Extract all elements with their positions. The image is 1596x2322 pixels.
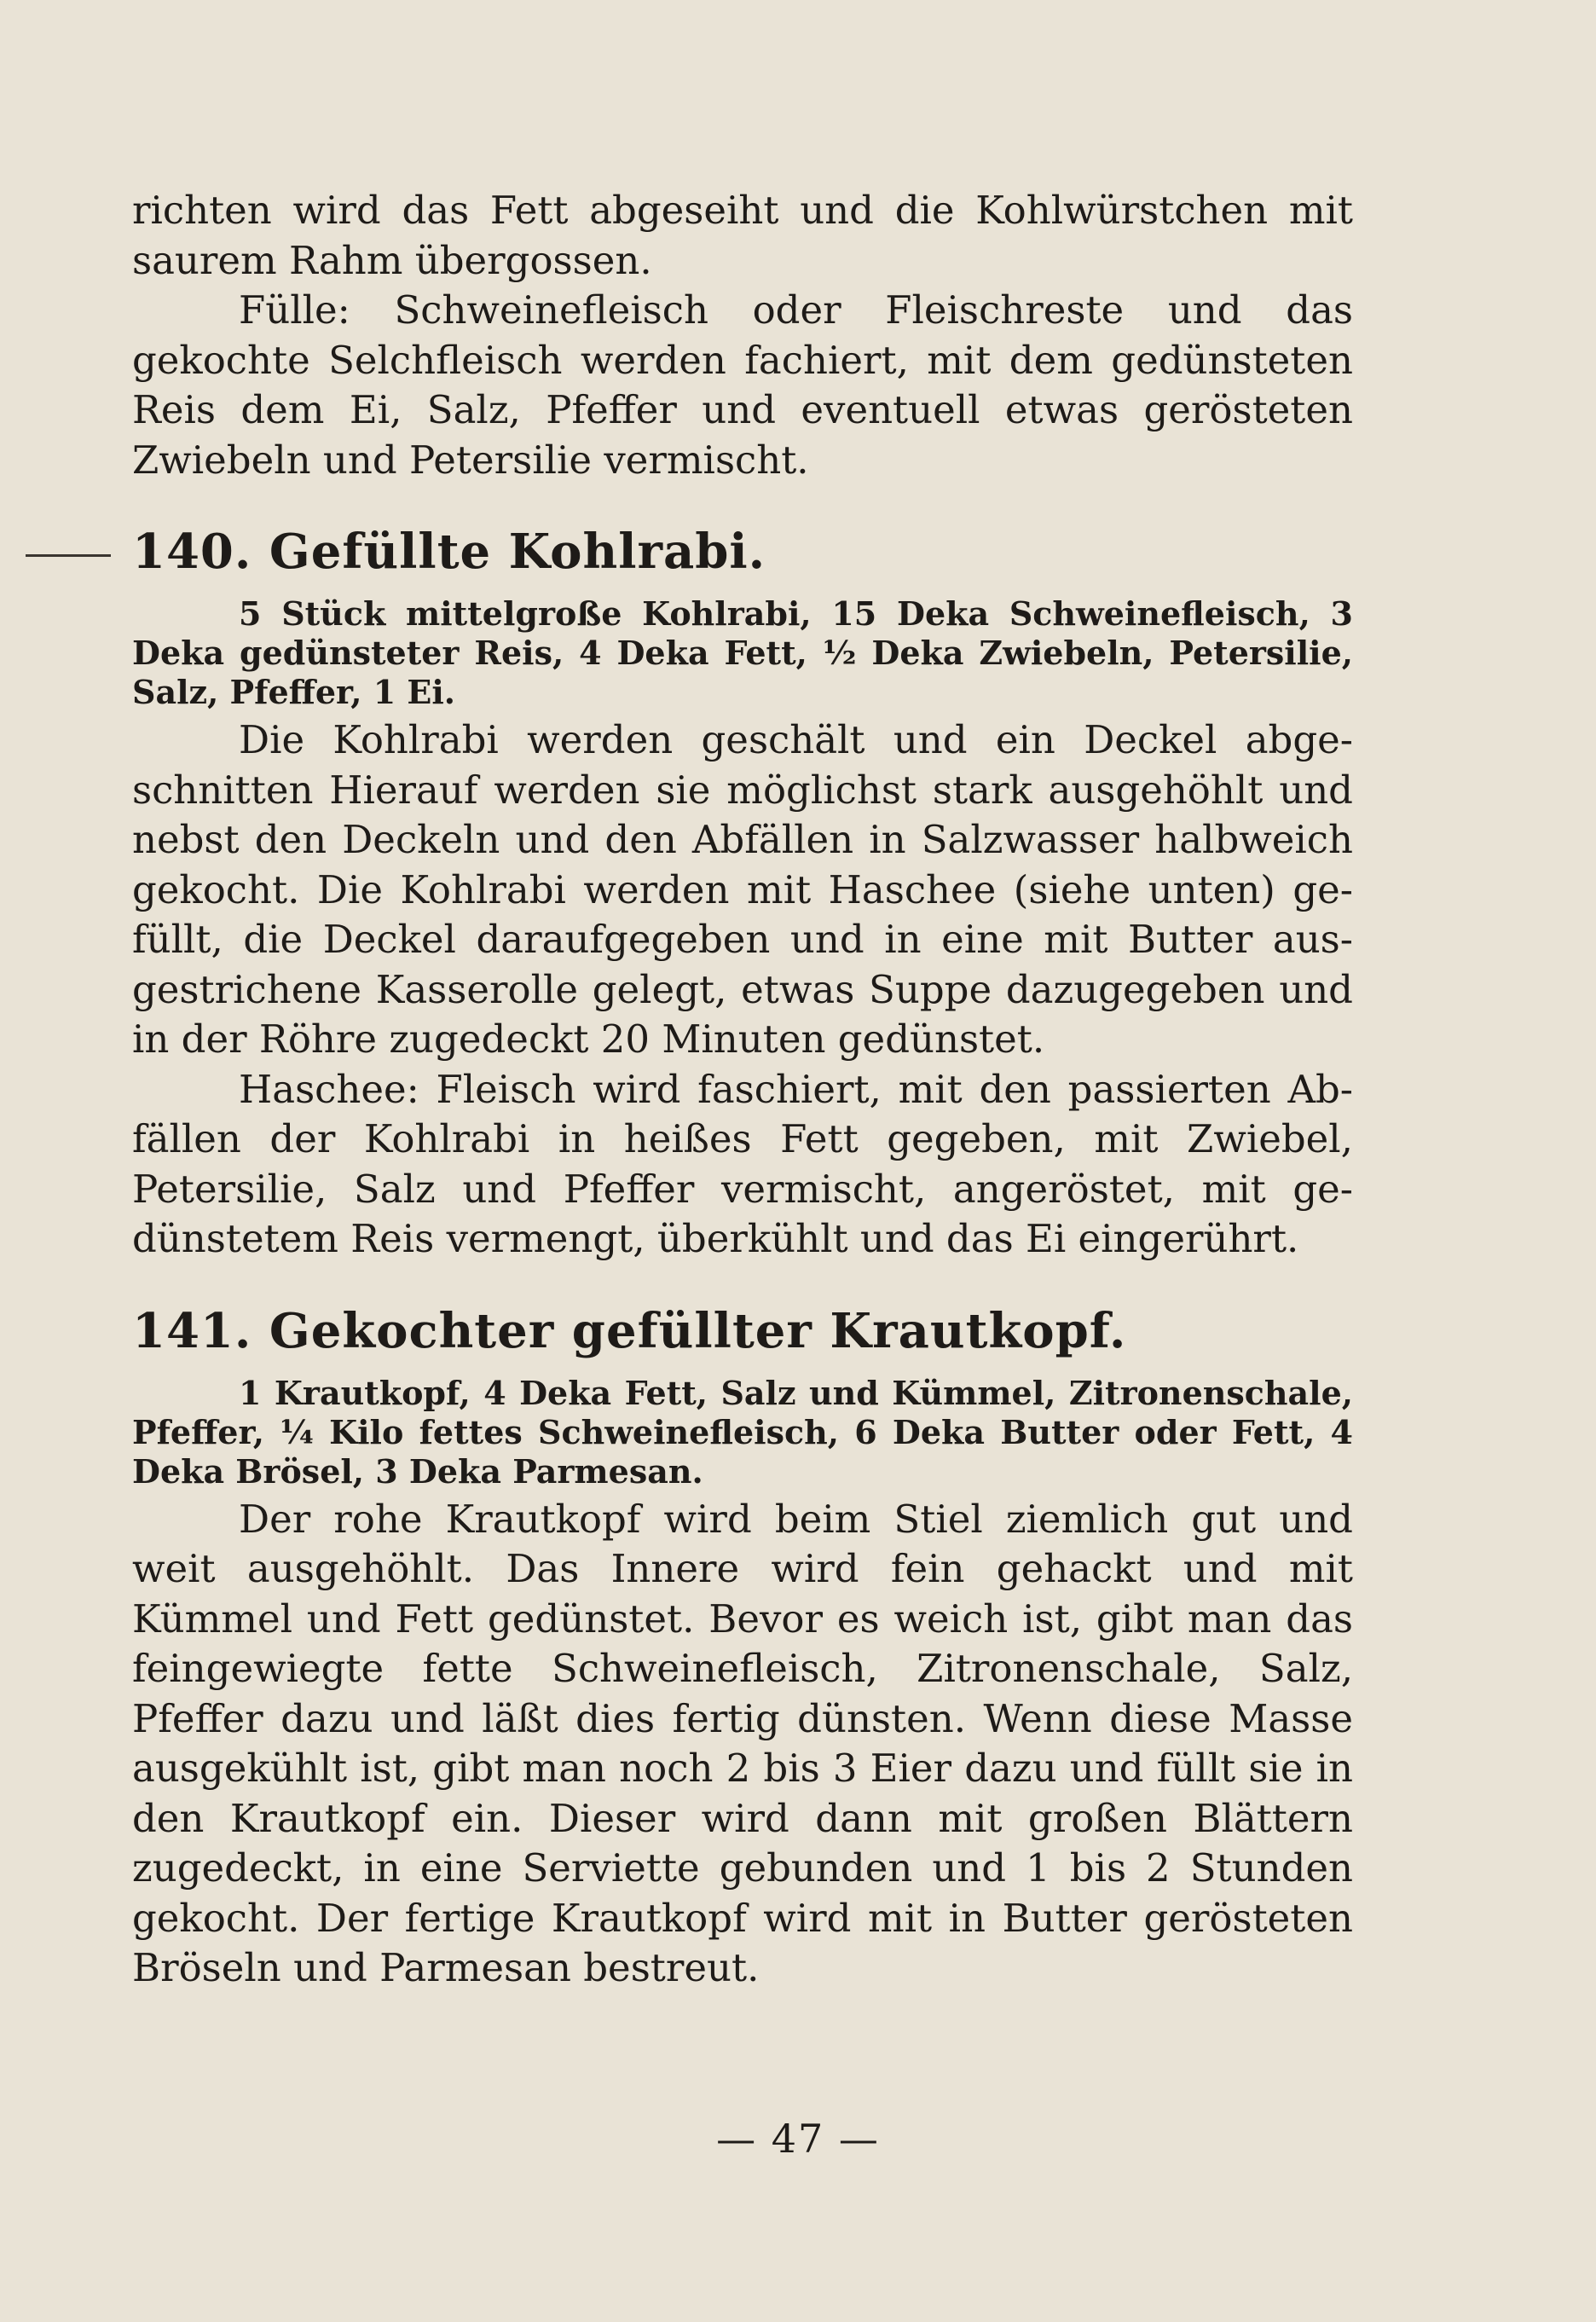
page-number: — 47 — [716,2116,880,2162]
recipe-141-title: 141. Gekochter gefüllter Krautkopf. [132,1302,1127,1359]
recipe-140-ingredients: 5 Stück mittelgroße Kohlrabi, 15 Deka Schweinefleisch, 3 Deka gedünsteter Reis, 4 Deka Fett, ½ Deka Zwiebeln, Petersilie, Salz, Pfeffer, 1 Ei. [132,594,1353,711]
page-body [132,186,1353,1994]
recipe-140-instructions: Die Kohlrabi werden geschält und ein Deckel abgeschnitten Hierauf werden sie möglichst stark ausgehöhlt und nebst den Deckeln und den Abfällen in Salzwasser halbweich gekocht. Die Kohlrabi werden mit Haschee (siehe unten) gefüllt, die Deckel daraufgegeben und in eine mit Butter ausgestrichene Kasserolle gelegt, etwas Suppe dazugegeben und in der Röhre zugedeckt 20 Minuten gedünstet. [132,717,1353,1062]
margin-mark [26,554,111,557]
recipe-141-ingredients: 1 Krautkopf, 4 Deka Fett, Salz und Kümmel, Zitronenschale, Pfeffer, ¼ Kilo fettes Schweinefleisch, 6 Deka Butter oder Fett, 4 Deka Brösel, 3 Deka Parmesan. [132,1373,1353,1491]
recipe-141-instructions: Der rohe Krautkopf wird beim Stiel ziemlich gut und weit ausgehöhlt. Das Innere wird fein gehackt und mit Kümmel und Fett gedünstet. Bevor es weich ist, gibt man das feingewiegte fette Schweinefleisch, Zitronenschale, Salz, Pfeffer dazu und läßt dies fertig dünsten. Wenn diese Masse ausgekühlt ist, gibt man noch 2 bis 3 Eier dazu und füllt sie in den Krautkopf ein. Dieser wird dann mit großen Blättern zugedeckt, in eine Serviette gebunden und 1 bis 2 Stunden gekocht. Der fertige Krautkopf wird mit in Butter gerösteten Bröseln und Parmesan bestreut. [132,1496,1353,1990]
recipe-140-title: 140. Gefüllte Kohlrabi. [132,524,766,580]
recipe-140-haschee: Haschee: Fleisch wird faschiert, mit den passierten Abfällen der Kohlrabi in heißes Fett gegeben, mit Zwiebel, Petersilie, Salz und Pfeffer vermischt, angeröstet, mit gedünstetem Reis vermengt, überkühlt und das Ei eingerührt. [132,1066,1353,1261]
continuation-paragraph: richten wird das Fett abgeseiht und die Kohlwürstchen mit saurem Rahm übergossen. [132,188,1353,283]
filling-paragraph: Fülle: Schweinefleisch oder Fleischreste und das gekochte Selchfleisch werden fachiert, mit dem gedünsteten Reis dem Ei, Salz, Pfeffer und eventuell etwas gerösteten Zwiebeln und Petersilie vermischt. [132,287,1353,483]
